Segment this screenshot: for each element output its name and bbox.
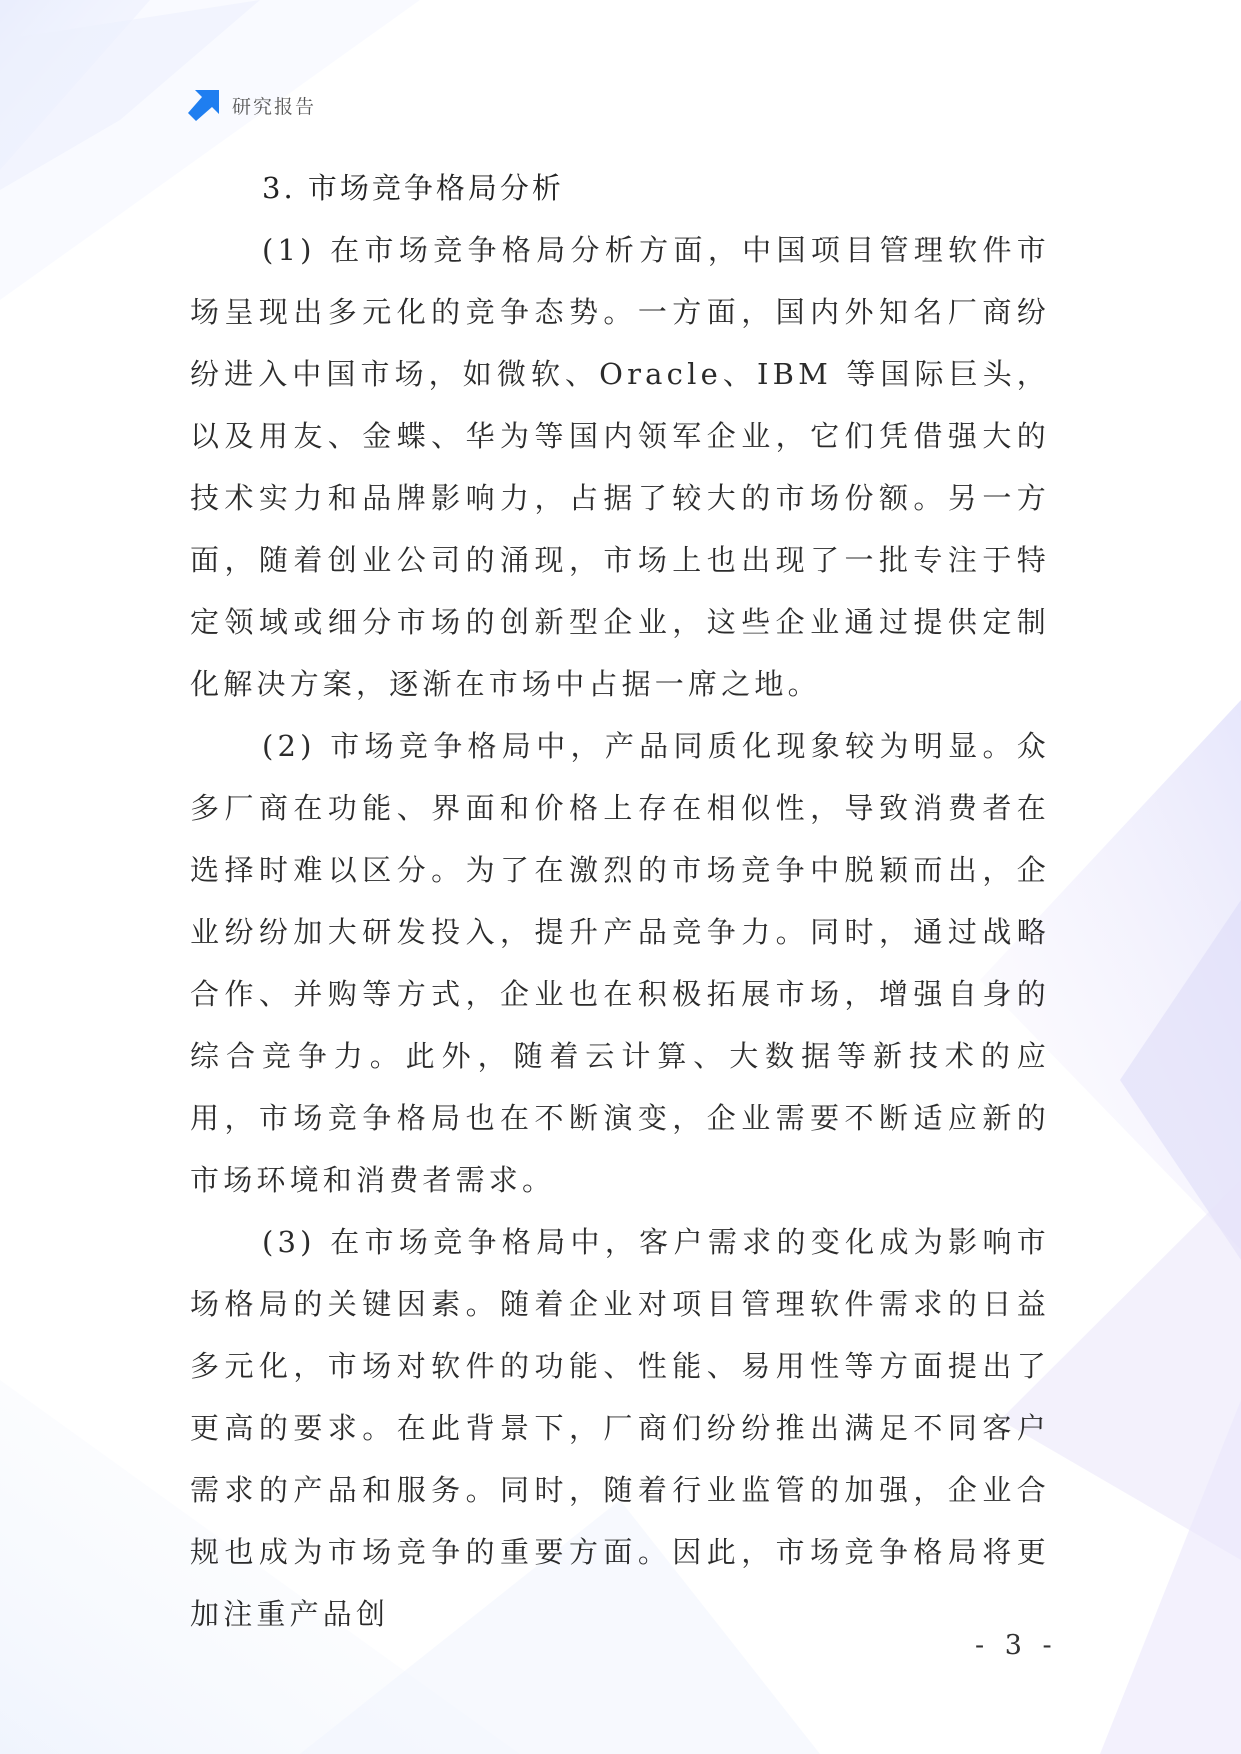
section-heading: 3. 市场竞争格局分析 <box>262 171 564 205</box>
report-body <box>190 157 1050 1645</box>
paragraph-2: (2) 市场竞争格局中，产品同质化现象较为明显。众多厂商在功能、界面和价格上存在相似性，导致消费者在选择时难以区分。为了在激烈的市场竞争中脱颖而出，企业纷纷加大研发投入，提升产品竞争力。同时，通过战略合作、并购等方式，企业也在积极拓展市场，增强自身的综合竞争力。此外，随着云计算、大数据等新技术的应用，市场竞争格局也在不断演变，企业需要不断适应新的市场环境和消费者需求。 <box>190 729 1050 1197</box>
arrow-up-right-icon <box>188 89 220 121</box>
paragraph-3: (3) 在市场竞争格局中，客户需求的变化成为影响市场格局的关键因素。随着企业对项目管理软件需求的日益多元化，市场对软件的功能、性能、易用性等方面提出了更高的要求。在此背景下，厂商们纷纷推出满足不同客户需求的产品和服务。同时，随着行业监管的加强，企业合规也成为市场竞争的重要方面。因此，市场竞争格局将更加注重产品创 <box>190 1225 1050 1631</box>
paragraph-1: (1) 在市场竞争格局分析方面，中国项目管理软件市场呈现出多元化的竞争态势。一方面，国内外知名厂商纷纷进入中国市场，如微软、Oracle、IBM 等国际巨头，以及用友、金蝶、华为等国内领军企业，它们凭借强大的技术实力和品牌影响力，占据了较大的市场份额。另一方面，随着创业公司的涌现，市场上也出现了一批专注于特定领域或细分市场的创新型企业，这些企业通过提供定制化解决方案，逐渐在市场中占据一席之地。 <box>190 233 1050 701</box>
report-header <box>188 88 316 122</box>
header-title: 研究报告 <box>232 95 317 118</box>
page-number: - 3 - <box>975 1630 1058 1661</box>
